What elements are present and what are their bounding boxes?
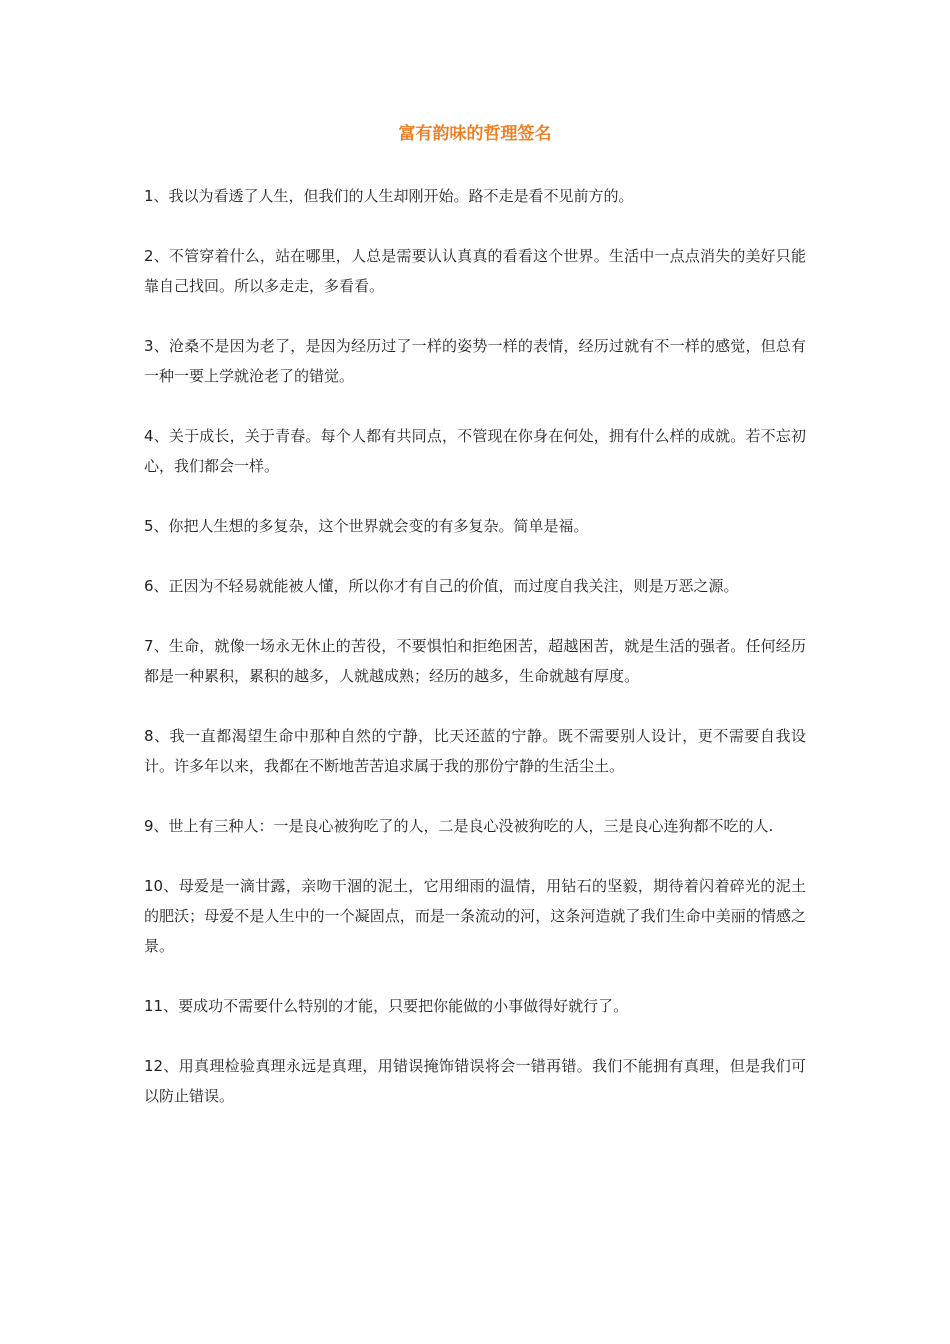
paragraph-11: 11、要成功不需要什么特别的才能，只要把你能做的小事做得好就行了。 [144, 997, 629, 1015]
paragraph-10: 10、母爱是一滴甘露，亲吻干涸的泥土，它用细雨的温情，用钻石的坚毅，期待着闪着碎光的泥土的肥沃；母爱不是人生中的一个凝固点，而是一条流动的河，这条河造就了我们生命中美丽的情感之景。 [144, 877, 806, 955]
paragraph-3: 3、沧桑不是因为老了，是因为经历过了一样的姿势一样的表情，经历过就有不一样的感觉，但总有一种一要上学就沧老了的错觉。 [144, 337, 806, 385]
paragraph-2: 2、不管穿着什么，站在哪里，人总是需要认认真真的看看这个世界。生活中一点点消失的美好只能靠自己找回。所以多走走，多看看。 [144, 247, 806, 295]
page-title: 富有韵味的哲理签名 [398, 124, 552, 144]
paragraph-7: 7、生命，就像一场永无休止的苦役，不要惧怕和拒绝困苦，超越困苦，就是生活的强者。任何经历都是一种累积，累积的越多，人就越成熟；经历的越多，生命就越有厚度。 [144, 637, 806, 685]
paragraph-12: 12、用真理检验真理永远是真理，用错误掩饰错误将会一错再错。我们不能拥有真理，但是我们可以防止错误。 [144, 1057, 806, 1105]
paragraph-5: 5、你把人生想的多复杂，这个世界就会变的有多复杂。简单是福。 [144, 517, 589, 535]
paragraph-6: 6、正因为不轻易就能被人懂，所以你才有自己的价值，而过度自我关注，则是万恶之源。 [144, 577, 739, 595]
paragraph-1: 1、我以为看透了人生，但我们的人生却刚开始。路不走是看不见前方的。 [144, 187, 634, 205]
document-body [144, 181, 806, 1141]
paragraph-8: 8、我一直都渴望生命中那种自然的宁静，比天还蓝的宁静。既不需要别人设计，更不需要自我设计。许多年以来，我都在不断地苦苦追求属于我的那份宁静的生活尘土。 [144, 727, 806, 775]
paragraph-9: 9、世上有三种人：一是良心被狗吃了的人，二是良心没被狗吃的人，三是良心连狗都不吃的人. [144, 817, 774, 835]
paragraph-4: 4、关于成长，关于青春。每个人都有共同点，不管现在你身在何处，拥有什么样的成就。若不忘初心，我们都会一样。 [144, 427, 806, 475]
